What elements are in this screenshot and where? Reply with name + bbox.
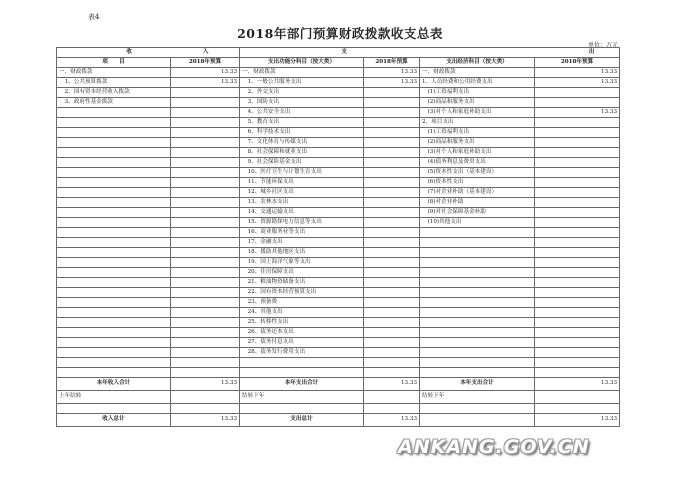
income-item-cell (57, 108, 171, 118)
econ-budget-cell (535, 318, 620, 328)
carry-in-value (171, 391, 240, 404)
income-item-cell: 3、政府性基金拨款 (57, 98, 171, 108)
income-budget-cell (171, 158, 240, 168)
income-item-cell (57, 238, 171, 248)
func-budget-cell (364, 178, 420, 188)
func-budget-cell (364, 328, 420, 338)
econ-item-cell (420, 288, 535, 298)
grand-expense-value: 13.33 (364, 414, 420, 427)
income-item-cell: 1、公共预算拨款 (57, 78, 171, 88)
func-item-cell: 20、住房保障支出 (240, 268, 364, 278)
income-budget-cell: 13.33 (171, 68, 240, 78)
func-item-cell: 12、城乡社区支出 (240, 188, 364, 198)
income-item-cell (57, 178, 171, 188)
income-item-cell (57, 308, 171, 318)
income-item-cell (57, 208, 171, 218)
income-group-char-2: 入 (202, 48, 209, 55)
blank-row (57, 404, 620, 414)
table-row (57, 238, 620, 248)
func-item-cell: 11、节能环保支出 (240, 178, 364, 188)
income-budget-cell (171, 358, 240, 368)
grand-blank-cell (420, 414, 535, 427)
expense-group-char-1: 支 (341, 48, 347, 55)
func-budget-cell (364, 98, 420, 108)
unit-label: 单位：万元 (587, 42, 618, 49)
table-row (57, 248, 620, 258)
func-item-cell: 7、文化体育与传媒支出 (240, 138, 364, 148)
expense-total-label-2: 本年支出合计 (420, 378, 535, 391)
func-item-cell: 1、一般公共服务支出 (240, 78, 364, 88)
econ-item-cell: (4)债务利息及费用支出 (420, 158, 535, 168)
income-budget-cell (171, 298, 240, 308)
table-row (57, 228, 620, 238)
blank-cell (57, 404, 171, 414)
col-header-item: 项 目 (57, 58, 171, 68)
econ-item-cell: (2)商品和服务支出 (420, 98, 535, 108)
income-budget-cell (171, 208, 240, 218)
econ-budget-cell (535, 118, 620, 128)
group-header-row (57, 48, 620, 58)
expense-total-label: 本年支出合计 (240, 378, 364, 391)
econ-item-cell (420, 248, 535, 258)
func-budget-cell (364, 218, 420, 228)
table-row (57, 88, 620, 98)
econ-budget-cell (535, 208, 620, 218)
func-budget-cell (364, 128, 420, 138)
func-item-cell: 5、教育支出 (240, 118, 364, 128)
table-row (57, 258, 620, 268)
income-item-cell (57, 148, 171, 158)
col-header-budget-3: 2018年预算 (535, 58, 620, 68)
func-budget-cell (364, 168, 420, 178)
econ-item-cell: 一、财政拨款 (420, 68, 535, 78)
income-budget-cell: 13.33 (171, 78, 240, 88)
income-budget-cell (171, 338, 240, 348)
income-budget-cell (171, 318, 240, 328)
table-row (57, 98, 620, 108)
income-budget-cell (171, 258, 240, 268)
income-budget-cell (171, 238, 240, 248)
income-budget-cell (171, 148, 240, 158)
econ-budget-cell (535, 368, 620, 378)
expense-group-char-2: 出 (588, 48, 595, 55)
col-header-budget: 2018年预算 (171, 58, 240, 68)
func-budget-cell (364, 148, 420, 158)
income-item-cell (57, 348, 171, 358)
income-budget-cell (171, 98, 240, 108)
blank-cell (535, 404, 620, 414)
econ-item-cell: (7)对企业补助（基本建设） (420, 188, 535, 198)
table-row (57, 318, 620, 328)
table-row (57, 358, 620, 368)
income-item-cell (57, 188, 171, 198)
income-budget-cell (171, 128, 240, 138)
blank-cell (171, 404, 240, 414)
econ-budget-cell (535, 228, 620, 238)
income-budget-cell (171, 88, 240, 98)
func-item-cell: 24、其他支出 (240, 308, 364, 318)
income-item-cell (57, 198, 171, 208)
table-row (57, 138, 620, 148)
income-item-cell (57, 158, 171, 168)
year-total-row (57, 378, 620, 391)
income-budget-cell (171, 268, 240, 278)
table-row (57, 68, 620, 78)
income-budget-cell (171, 328, 240, 338)
table-number-label: 表4 (88, 13, 100, 21)
income-item-cell (57, 368, 171, 378)
income-item-cell (57, 298, 171, 308)
func-item-cell: 22、国有资本经营预算支出 (240, 288, 364, 298)
income-budget-cell (171, 178, 240, 188)
func-budget-cell (364, 268, 420, 278)
econ-item-cell: (6)资本性支出 (420, 178, 535, 188)
table-row (57, 168, 620, 178)
table-row (57, 108, 620, 118)
income-item-cell (57, 228, 171, 238)
econ-item-cell (420, 298, 535, 308)
func-budget-cell (364, 308, 420, 318)
func-budget-cell (364, 118, 420, 128)
func-item-cell: 10、医疗卫生与计划生育支出 (240, 168, 364, 178)
econ-budget-cell (535, 158, 620, 168)
func-item-cell: 18、援助其他地区支出 (240, 248, 364, 258)
func-budget-cell (364, 108, 420, 118)
func-budget-cell (364, 138, 420, 148)
func-budget-cell (364, 298, 420, 308)
func-item-cell: 一、财政拨款 (240, 68, 364, 78)
econ-budget-cell (535, 238, 620, 248)
table-row (57, 118, 620, 128)
income-item-cell (57, 338, 171, 348)
func-item-cell: 28、债务发行费用支出 (240, 348, 364, 358)
blank-cell (240, 404, 364, 414)
table-row (57, 328, 620, 338)
table-row (57, 208, 620, 218)
econ-item-cell (420, 368, 535, 378)
econ-budget-cell (535, 88, 620, 98)
econ-budget-cell (535, 168, 620, 178)
income-budget-cell (171, 188, 240, 198)
econ-item-cell (420, 318, 535, 328)
income-budget-cell (171, 278, 240, 288)
func-item-cell: 26、债务还本支出 (240, 328, 364, 338)
grand-expense-value-2: 13.33 (535, 414, 620, 427)
table-row (57, 78, 620, 88)
econ-item-cell (420, 238, 535, 248)
func-item-cell: 3、国防支出 (240, 98, 364, 108)
econ-item-cell (420, 328, 535, 338)
budget-table (56, 47, 620, 427)
carry-out-label: 结转下年 (240, 391, 364, 404)
func-item-cell: 2、外交支出 (240, 88, 364, 98)
income-budget-cell (171, 198, 240, 208)
func-budget-cell (364, 208, 420, 218)
income-total-label: 本年收入合计 (57, 378, 171, 391)
income-budget-cell (171, 308, 240, 318)
income-total-value: 13.33 (171, 378, 240, 391)
income-item-cell (57, 128, 171, 138)
econ-budget-cell (535, 358, 620, 368)
grand-income-label: 收入总计 (57, 414, 171, 427)
func-budget-cell (364, 248, 420, 258)
func-item-cell (240, 358, 364, 368)
income-budget-cell (171, 218, 240, 228)
func-budget-cell (364, 338, 420, 348)
carry-out-label-2: 结转下年 (420, 391, 535, 404)
income-item-cell (57, 358, 171, 368)
econ-item-cell (420, 258, 535, 268)
func-budget-cell (364, 88, 420, 98)
econ-item-cell: (1)工资福利支出 (420, 88, 535, 98)
table-row (57, 278, 620, 288)
econ-item-cell (420, 228, 535, 238)
econ-item-cell: 2、项目支出 (420, 118, 535, 128)
income-item-cell (57, 248, 171, 258)
func-budget-cell: 13.33 (364, 68, 420, 78)
table-row (57, 348, 620, 358)
table-row (57, 288, 620, 298)
econ-item-cell: (2)商品和服务支出 (420, 138, 535, 148)
econ-item-cell: (9)对社会保障基金补助 (420, 208, 535, 218)
func-item-cell: 16、商业服务业等支出 (240, 228, 364, 238)
carry-row (57, 391, 620, 404)
column-header-row (57, 58, 620, 68)
income-item-cell (57, 168, 171, 178)
econ-budget-cell (535, 98, 620, 108)
income-item-cell (57, 118, 171, 128)
table-row (57, 158, 620, 168)
carry-in-label: 上年结转 (57, 391, 171, 404)
page-title: 2018年部门预算财政拨款收支总表 (237, 26, 443, 41)
income-budget-cell (171, 138, 240, 148)
econ-budget-cell (535, 288, 620, 298)
func-budget-cell (364, 358, 420, 368)
econ-budget-cell (535, 298, 620, 308)
table-row (57, 148, 620, 158)
econ-item-cell: (3)对个人和家庭补助支出 (420, 148, 535, 158)
func-budget-cell (364, 288, 420, 298)
table-row (57, 198, 620, 208)
econ-item-cell (420, 308, 535, 318)
func-item-cell: 4、公共安全支出 (240, 108, 364, 118)
income-item-cell: 一、财政拨款 (57, 68, 171, 78)
econ-item-cell: (5)资本性支出（基本建设） (420, 168, 535, 178)
econ-item-cell (420, 348, 535, 358)
econ-budget-cell: 13.33 (535, 68, 620, 78)
col-header-econ: 支出经济科目（按大类） (420, 58, 535, 68)
col-header-budget-2: 2018年预算 (364, 58, 420, 68)
income-item-cell (57, 138, 171, 148)
carry-out-value-2 (535, 391, 620, 404)
income-budget-cell (171, 118, 240, 128)
table-row (57, 268, 620, 278)
func-item-cell: 17、金融支出 (240, 238, 364, 248)
econ-budget-cell (535, 138, 620, 148)
table-row (57, 338, 620, 348)
income-group-header (57, 48, 240, 58)
func-budget-cell (364, 188, 420, 198)
income-budget-cell (171, 348, 240, 358)
econ-budget-cell (535, 178, 620, 188)
econ-budget-cell (535, 248, 620, 258)
income-item-cell (57, 318, 171, 328)
func-budget-cell (364, 318, 420, 328)
func-budget-cell (364, 198, 420, 208)
func-budget-cell (364, 238, 420, 248)
income-item-cell (57, 258, 171, 268)
func-item-cell: 8、社会保障和就业支出 (240, 148, 364, 158)
func-budget-cell (364, 368, 420, 378)
expense-group-header (240, 48, 620, 58)
econ-budget-cell (535, 148, 620, 158)
table-row (57, 188, 620, 198)
func-item-cell: 15、资源勘探电力信息等支出 (240, 218, 364, 228)
econ-item-cell (420, 338, 535, 348)
econ-budget-cell (535, 348, 620, 358)
econ-budget-cell: 13.33 (535, 78, 620, 88)
income-item-cell (57, 278, 171, 288)
func-budget-cell (364, 278, 420, 288)
econ-item-cell: (1)工资福利支出 (420, 128, 535, 138)
func-item-cell: 23、预备费 (240, 298, 364, 308)
func-item-cell: 21、粮油物资储备支出 (240, 278, 364, 288)
econ-budget-cell (535, 308, 620, 318)
econ-item-cell: (3)对个人和家庭补助支出 (420, 108, 535, 118)
econ-budget-cell (535, 198, 620, 208)
table-row (57, 368, 620, 378)
econ-budget-cell (535, 268, 620, 278)
income-item-cell (57, 288, 171, 298)
blank-cell (364, 404, 420, 414)
func-item-cell (240, 368, 364, 378)
col-header-func: 支出功能分科目（按大类） (240, 58, 364, 68)
econ-item-cell: 1、人员经费和公用经费支出 (420, 78, 535, 88)
func-budget-cell (364, 258, 420, 268)
table-row (57, 218, 620, 228)
econ-item-cell: (8)对企业补助 (420, 198, 535, 208)
econ-budget-cell (535, 278, 620, 288)
econ-item-cell (420, 268, 535, 278)
econ-budget-cell (535, 328, 620, 338)
econ-budget-cell (535, 188, 620, 198)
func-item-cell: 13、农林水支出 (240, 198, 364, 208)
func-item-cell: 19、国土海洋气象等支出 (240, 258, 364, 268)
income-item-cell (57, 268, 171, 278)
econ-item-cell (420, 358, 535, 368)
income-budget-cell (171, 168, 240, 178)
func-item-cell: 9、社会保险基金支出 (240, 158, 364, 168)
table-row (57, 128, 620, 138)
func-item-cell: 27、债务付息支出 (240, 338, 364, 348)
site-watermark: ANKANG.GOV.CN (398, 436, 590, 458)
table-row (57, 298, 620, 308)
table-row (57, 178, 620, 188)
expense-total-value-2: 13.33 (535, 378, 620, 391)
grand-income-value: 13.33 (171, 414, 240, 427)
income-budget-cell (171, 248, 240, 258)
econ-budget-cell (535, 218, 620, 228)
func-item-cell: 14、交通运输支出 (240, 208, 364, 218)
table-row (57, 308, 620, 318)
blank-cell (420, 404, 535, 414)
expense-total-value: 13.33 (364, 378, 420, 391)
income-budget-cell (171, 288, 240, 298)
func-budget-cell (364, 228, 420, 238)
grand-total-row (57, 414, 620, 427)
econ-budget-cell: 13.33 (535, 108, 620, 118)
econ-item-cell: (10)其他支出 (420, 218, 535, 228)
econ-budget-cell (535, 128, 620, 138)
func-item-cell: 25、转移性支出 (240, 318, 364, 328)
income-budget-cell (171, 108, 240, 118)
func-budget-cell: 13.33 (364, 78, 420, 88)
econ-budget-cell (535, 258, 620, 268)
econ-item-cell (420, 278, 535, 288)
func-item-cell: 6、科学技术支出 (240, 128, 364, 138)
income-budget-cell (171, 368, 240, 378)
income-item-cell (57, 328, 171, 338)
func-budget-cell (364, 158, 420, 168)
carry-out-value (364, 391, 420, 404)
income-budget-cell (171, 228, 240, 238)
func-budget-cell (364, 348, 420, 358)
income-group-char-1: 收 (126, 48, 132, 55)
econ-budget-cell (535, 338, 620, 348)
grand-expense-label: 支出总计 (240, 414, 364, 427)
income-item-cell (57, 218, 171, 228)
income-item-cell: 2、国有资本经营收入拨款 (57, 88, 171, 98)
